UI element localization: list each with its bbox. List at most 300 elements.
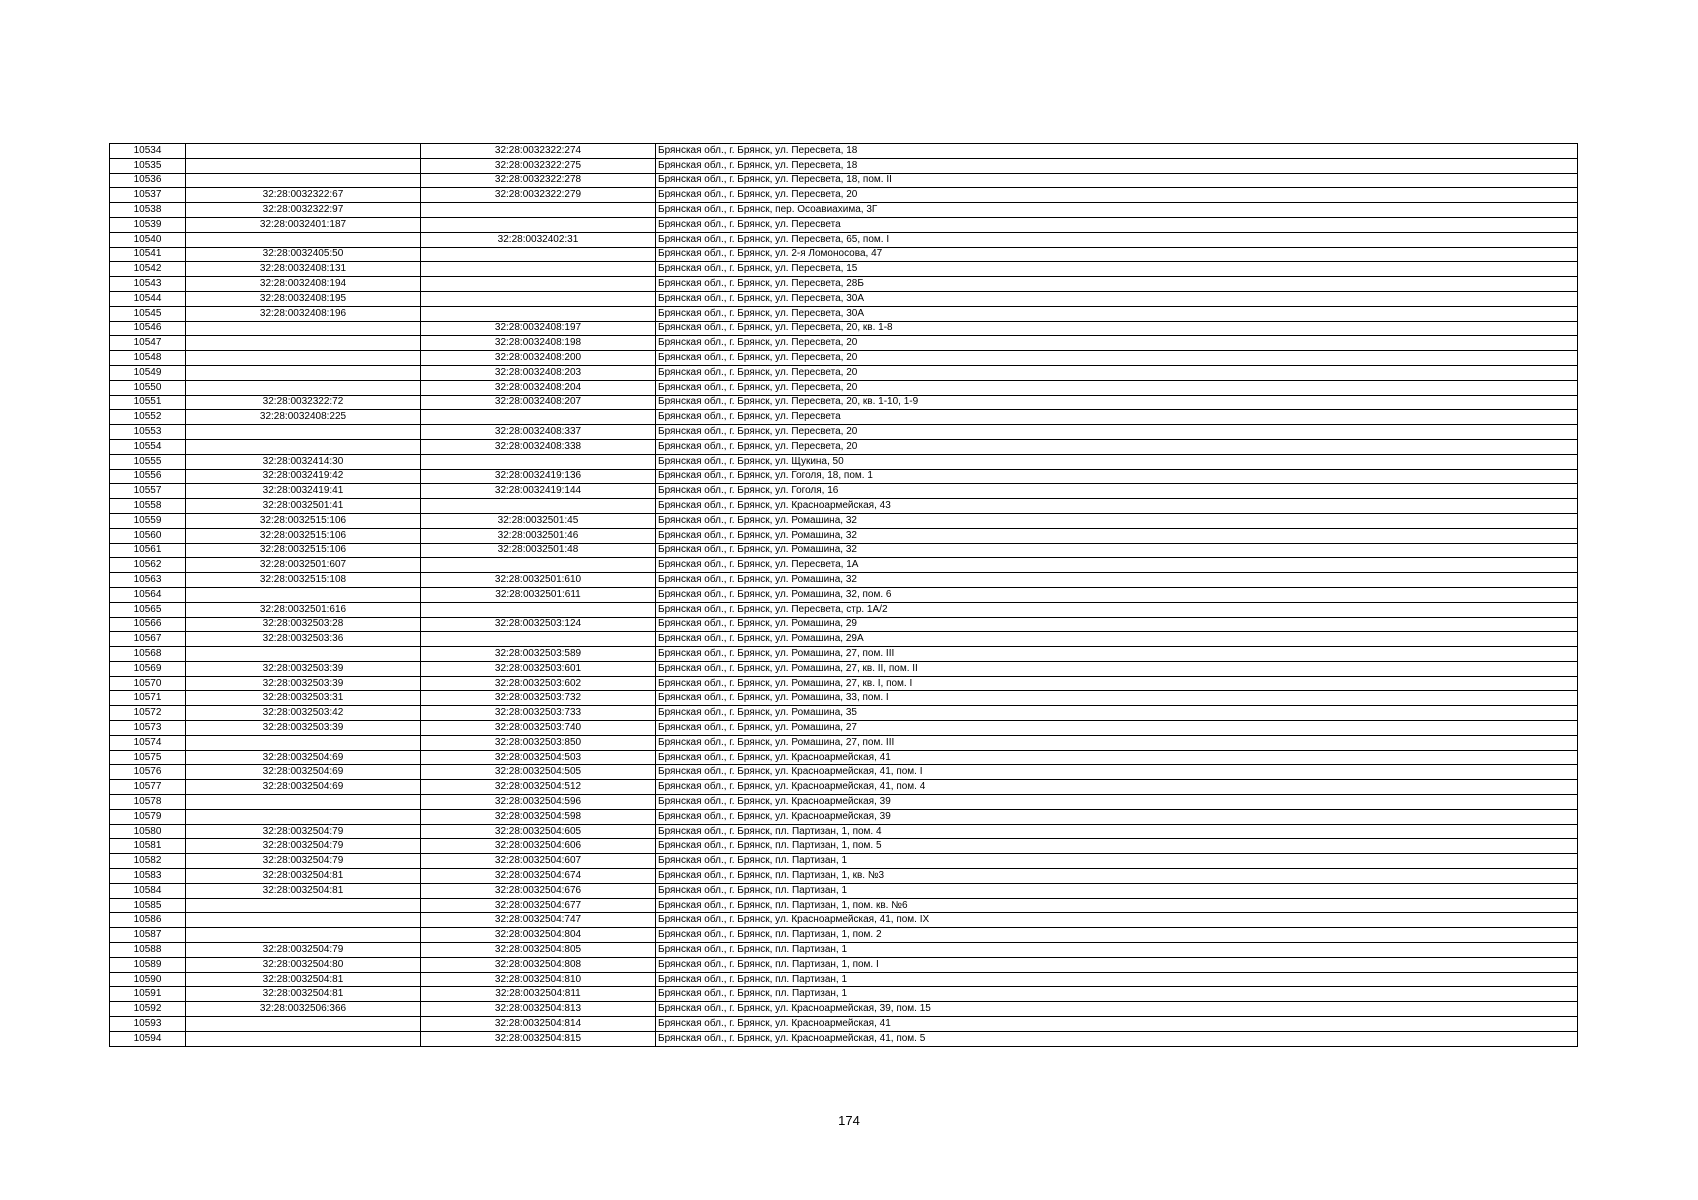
cell-row-number: 10547 (110, 336, 186, 351)
cell-row-number: 10539 (110, 217, 186, 232)
cell-land-cadastral-number: 32:28:0032504:80 (186, 957, 421, 972)
cell-object-cadastral-number: 32:28:0032501:45 (421, 513, 656, 528)
cell-land-cadastral-number: 32:28:0032504:81 (186, 883, 421, 898)
cell-row-number: 10570 (110, 676, 186, 691)
cell-row-number: 10551 (110, 395, 186, 410)
cell-address: Брянская обл., г. Брянск, пл. Партизан, 1 (656, 943, 1578, 958)
cell-row-number: 10591 (110, 987, 186, 1002)
cell-address: Брянская обл., г. Брянск, ул. Пересвета, 20 (656, 365, 1578, 380)
cell-object-cadastral-number: 32:28:0032503:740 (421, 721, 656, 736)
cell-address: Брянская обл., г. Брянск, ул. Красноармейская, 41, пом. 4 (656, 780, 1578, 795)
cell-object-cadastral-number: 32:28:0032503:850 (421, 735, 656, 750)
table-row (110, 676, 1578, 691)
cell-row-number: 10542 (110, 262, 186, 277)
cell-address: Брянская обл., г. Брянск, ул. 2-я Ломоносова, 47 (656, 247, 1578, 262)
cell-object-cadastral-number: 32:28:0032503:602 (421, 676, 656, 691)
cell-address: Брянская обл., г. Брянск, пл. Партизан, 1 (656, 987, 1578, 1002)
cell-land-cadastral-number (186, 380, 421, 395)
cell-land-cadastral-number (186, 144, 421, 159)
table-row (110, 469, 1578, 484)
table-row (110, 706, 1578, 721)
cell-land-cadastral-number: 32:28:0032504:69 (186, 780, 421, 795)
cell-land-cadastral-number: 32:28:0032504:81 (186, 869, 421, 884)
cell-object-cadastral-number (421, 602, 656, 617)
cell-land-cadastral-number (186, 365, 421, 380)
table-row (110, 765, 1578, 780)
cell-address: Брянская обл., г. Брянск, ул. Ромашина, 27, кв. I, пом. I (656, 676, 1578, 691)
cell-land-cadastral-number: 32:28:0032515:108 (186, 573, 421, 588)
table-row (110, 928, 1578, 943)
table-row (110, 691, 1578, 706)
table-row (110, 898, 1578, 913)
cell-land-cadastral-number: 32:28:0032419:41 (186, 484, 421, 499)
cell-address: Брянская обл., г. Брянск, ул. Ромашина, 27, кв. II, пом. II (656, 661, 1578, 676)
cell-row-number: 10584 (110, 883, 186, 898)
cell-row-number: 10564 (110, 587, 186, 602)
cell-row-number: 10536 (110, 173, 186, 188)
cell-row-number: 10563 (110, 573, 186, 588)
cell-address: Брянская обл., г. Брянск, ул. Ромашина, 32 (656, 528, 1578, 543)
cell-address: Брянская обл., г. Брянск, ул. Ромашина, 32 (656, 543, 1578, 558)
cell-address: Брянская обл., г. Брянск, ул. Пересвета, 20, кв. 1-10, 1-9 (656, 395, 1578, 410)
cell-object-cadastral-number (421, 277, 656, 292)
table-row (110, 395, 1578, 410)
cell-row-number: 10573 (110, 721, 186, 736)
cell-land-cadastral-number: 32:28:0032503:31 (186, 691, 421, 706)
table-row (110, 943, 1578, 958)
table-row (110, 602, 1578, 617)
cell-land-cadastral-number: 32:28:0032501:616 (186, 602, 421, 617)
table-row (110, 232, 1578, 247)
cell-land-cadastral-number: 32:28:0032414:30 (186, 454, 421, 469)
table-row (110, 957, 1578, 972)
cell-address: Брянская обл., г. Брянск, ул. Ромашина, 29 (656, 617, 1578, 632)
cell-row-number: 10535 (110, 158, 186, 173)
cell-object-cadastral-number (421, 454, 656, 469)
cell-row-number: 10560 (110, 528, 186, 543)
cell-object-cadastral-number: 32:28:0032322:274 (421, 144, 656, 159)
table-row (110, 721, 1578, 736)
cell-object-cadastral-number: 32:28:0032408:200 (421, 351, 656, 366)
cell-row-number: 10594 (110, 1031, 186, 1046)
cell-row-number: 10590 (110, 972, 186, 987)
table-row (110, 262, 1578, 277)
cell-object-cadastral-number: 32:28:0032503:732 (421, 691, 656, 706)
cell-land-cadastral-number: 32:28:0032515:106 (186, 528, 421, 543)
cell-land-cadastral-number: 32:28:0032408:131 (186, 262, 421, 277)
cell-land-cadastral-number (186, 1017, 421, 1032)
cell-object-cadastral-number: 32:28:0032504:808 (421, 957, 656, 972)
cell-address: Брянская обл., г. Брянск, ул. Красноармейская, 41, пом. IX (656, 913, 1578, 928)
cell-land-cadastral-number (186, 425, 421, 440)
cell-object-cadastral-number: 32:28:0032504:676 (421, 883, 656, 898)
table-row (110, 839, 1578, 854)
table-row (110, 854, 1578, 869)
cell-address: Брянская обл., г. Брянск, ул. Пересвета (656, 410, 1578, 425)
cell-land-cadastral-number: 32:28:0032408:195 (186, 291, 421, 306)
cell-land-cadastral-number: 32:28:0032504:69 (186, 765, 421, 780)
table-row (110, 484, 1578, 499)
cell-object-cadastral-number: 32:28:0032402:31 (421, 232, 656, 247)
cell-object-cadastral-number (421, 499, 656, 514)
cell-address: Брянская обл., г. Брянск, пл. Партизан, 1, пом. кв. №6 (656, 898, 1578, 913)
cell-land-cadastral-number: 32:28:0032408:196 (186, 306, 421, 321)
cell-land-cadastral-number (186, 321, 421, 336)
table-row (110, 188, 1578, 203)
cell-land-cadastral-number: 32:28:0032408:194 (186, 277, 421, 292)
cell-address: Брянская обл., г. Брянск, пл. Партизан, 1, пом. I (656, 957, 1578, 972)
cell-row-number: 10582 (110, 854, 186, 869)
cell-row-number: 10540 (110, 232, 186, 247)
table-row (110, 647, 1578, 662)
table-row (110, 173, 1578, 188)
cell-land-cadastral-number: 32:28:0032419:42 (186, 469, 421, 484)
table-row (110, 321, 1578, 336)
cell-object-cadastral-number: 32:28:0032503:733 (421, 706, 656, 721)
table-row (110, 439, 1578, 454)
cell-row-number: 10565 (110, 602, 186, 617)
cell-object-cadastral-number: 32:28:0032501:610 (421, 573, 656, 588)
cell-land-cadastral-number: 32:28:0032501:607 (186, 558, 421, 573)
cell-address: Брянская обл., г. Брянск, ул. Красноармейская, 39, пом. 15 (656, 1002, 1578, 1017)
table-row (110, 869, 1578, 884)
cell-object-cadastral-number: 32:28:0032504:674 (421, 869, 656, 884)
table-row (110, 735, 1578, 750)
cell-address: Брянская обл., г. Брянск, ул. Пересвета, 18, пом. II (656, 173, 1578, 188)
table-row (110, 587, 1578, 602)
cell-land-cadastral-number (186, 232, 421, 247)
cell-address: Брянская обл., г. Брянск, ул. Пересвета (656, 217, 1578, 232)
cell-land-cadastral-number: 32:28:0032401:187 (186, 217, 421, 232)
cell-object-cadastral-number: 32:28:0032504:505 (421, 765, 656, 780)
cell-row-number: 10546 (110, 321, 186, 336)
cell-row-number: 10559 (110, 513, 186, 528)
table-row (110, 144, 1578, 159)
table-row (110, 809, 1578, 824)
cell-address: Брянская обл., г. Брянск, ул. Щукина, 50 (656, 454, 1578, 469)
cell-address: Брянская обл., г. Брянск, ул. Пересвета, стр. 1А/2 (656, 602, 1578, 617)
cell-row-number: 10534 (110, 144, 186, 159)
cell-land-cadastral-number (186, 647, 421, 662)
cell-object-cadastral-number: 32:28:0032322:279 (421, 188, 656, 203)
cell-land-cadastral-number: 32:28:0032501:41 (186, 499, 421, 514)
cell-object-cadastral-number: 32:28:0032504:814 (421, 1017, 656, 1032)
cell-land-cadastral-number: 32:28:0032503:36 (186, 632, 421, 647)
cell-address: Брянская обл., г. Брянск, ул. Пересвета, 28Б (656, 277, 1578, 292)
cell-land-cadastral-number: 32:28:0032515:106 (186, 543, 421, 558)
table-row (110, 203, 1578, 218)
cell-land-cadastral-number: 32:28:0032503:28 (186, 617, 421, 632)
table-row (110, 528, 1578, 543)
table-row (110, 410, 1578, 425)
cell-address: Брянская обл., г. Брянск, ул. Пересвета, 20, кв. 1-8 (656, 321, 1578, 336)
table-row (110, 1031, 1578, 1046)
cell-address: Брянская обл., г. Брянск, ул. Ромашина, 29А (656, 632, 1578, 647)
cell-address: Брянская обл., г. Брянск, ул. Ромашина, 33, пом. I (656, 691, 1578, 706)
cell-row-number: 10587 (110, 928, 186, 943)
cell-land-cadastral-number: 32:28:0032504:69 (186, 750, 421, 765)
cell-address: Брянская обл., г. Брянск, ул. Красноармейская, 41, пом. I (656, 765, 1578, 780)
cell-address: Брянская обл., г. Брянск, пл. Партизан, 1, пом. 5 (656, 839, 1578, 854)
cell-row-number: 10579 (110, 809, 186, 824)
cell-row-number: 10555 (110, 454, 186, 469)
table-row (110, 336, 1578, 351)
table-row (110, 365, 1578, 380)
cell-row-number: 10571 (110, 691, 186, 706)
cell-address: Брянская обл., г. Брянск, ул. Ромашина, 35 (656, 706, 1578, 721)
page-number: 174 (838, 1113, 860, 1128)
cell-land-cadastral-number (186, 735, 421, 750)
cell-object-cadastral-number (421, 217, 656, 232)
cell-land-cadastral-number: 32:28:0032503:42 (186, 706, 421, 721)
cell-land-cadastral-number: 32:28:0032504:81 (186, 972, 421, 987)
table-row (110, 543, 1578, 558)
cell-row-number: 10569 (110, 661, 186, 676)
cell-land-cadastral-number: 32:28:0032515:106 (186, 513, 421, 528)
table-row (110, 306, 1578, 321)
cell-object-cadastral-number: 32:28:0032501:48 (421, 543, 656, 558)
cell-land-cadastral-number (186, 928, 421, 943)
cell-object-cadastral-number: 32:28:0032504:605 (421, 824, 656, 839)
cell-land-cadastral-number (186, 1031, 421, 1046)
cell-row-number: 10561 (110, 543, 186, 558)
cell-object-cadastral-number: 32:28:0032408:204 (421, 380, 656, 395)
table-row (110, 277, 1578, 292)
cell-object-cadastral-number (421, 306, 656, 321)
cell-row-number: 10541 (110, 247, 186, 262)
table-row (110, 499, 1578, 514)
cell-address: Брянская обл., г. Брянск, ул. Пересвета, 20 (656, 439, 1578, 454)
cell-land-cadastral-number: 32:28:0032506:366 (186, 1002, 421, 1017)
cell-row-number: 10538 (110, 203, 186, 218)
cell-object-cadastral-number: 32:28:0032504:810 (421, 972, 656, 987)
cell-address: Брянская обл., г. Брянск, ул. Красноармейская, 41 (656, 1017, 1578, 1032)
cell-row-number: 10588 (110, 943, 186, 958)
cell-object-cadastral-number: 32:28:0032408:198 (421, 336, 656, 351)
cell-row-number: 10568 (110, 647, 186, 662)
table-row (110, 972, 1578, 987)
cell-row-number: 10572 (110, 706, 186, 721)
cell-address: Брянская обл., г. Брянск, ул. Пересвета, 18 (656, 158, 1578, 173)
cell-address: Брянская обл., г. Брянск, пер. Осоавиахима, 3Г (656, 203, 1578, 218)
cell-row-number: 10589 (110, 957, 186, 972)
cell-row-number: 10543 (110, 277, 186, 292)
cell-land-cadastral-number (186, 158, 421, 173)
cell-land-cadastral-number: 32:28:0032504:79 (186, 854, 421, 869)
table-row (110, 913, 1578, 928)
cell-row-number: 10558 (110, 499, 186, 514)
cell-address: Брянская обл., г. Брянск, ул. Ромашина, 32 (656, 573, 1578, 588)
cell-object-cadastral-number (421, 262, 656, 277)
cell-land-cadastral-number (186, 898, 421, 913)
cell-row-number: 10549 (110, 365, 186, 380)
table-row (110, 291, 1578, 306)
cell-row-number: 10548 (110, 351, 186, 366)
cell-row-number: 10581 (110, 839, 186, 854)
cell-row-number: 10545 (110, 306, 186, 321)
cell-object-cadastral-number: 32:28:0032504:512 (421, 780, 656, 795)
table-row (110, 380, 1578, 395)
table-row (110, 1017, 1578, 1032)
table-row (110, 513, 1578, 528)
cell-row-number: 10585 (110, 898, 186, 913)
cell-address: Брянская обл., г. Брянск, ул. Пересвета, 1А (656, 558, 1578, 573)
cell-address: Брянская обл., г. Брянск, пл. Партизан, 1 (656, 854, 1578, 869)
cell-land-cadastral-number (186, 913, 421, 928)
cell-address: Брянская обл., г. Брянск, ул. Ромашина, 27, пом. III (656, 735, 1578, 750)
cell-land-cadastral-number (186, 351, 421, 366)
cell-address: Брянская обл., г. Брянск, ул. Ромашина, 32 (656, 513, 1578, 528)
cell-row-number: 10580 (110, 824, 186, 839)
cell-land-cadastral-number (186, 809, 421, 824)
cell-object-cadastral-number: 32:28:0032503:589 (421, 647, 656, 662)
cell-address: Брянская обл., г. Брянск, пл. Партизан, 1, кв. №3 (656, 869, 1578, 884)
cell-row-number: 10562 (110, 558, 186, 573)
cell-row-number: 10550 (110, 380, 186, 395)
table-row (110, 1002, 1578, 1017)
cell-address: Брянская обл., г. Брянск, ул. Пересвета, 20 (656, 336, 1578, 351)
table-row (110, 632, 1578, 647)
cell-address: Брянская обл., г. Брянск, ул. Ромашина, 27 (656, 721, 1578, 736)
cell-object-cadastral-number: 32:28:0032501:46 (421, 528, 656, 543)
table-row (110, 750, 1578, 765)
table-row (110, 780, 1578, 795)
cell-object-cadastral-number: 32:28:0032504:606 (421, 839, 656, 854)
cell-land-cadastral-number: 32:28:0032408:225 (186, 410, 421, 425)
cell-object-cadastral-number (421, 410, 656, 425)
cell-object-cadastral-number: 32:28:0032504:815 (421, 1031, 656, 1046)
cell-land-cadastral-number: 32:28:0032503:39 (186, 721, 421, 736)
cell-address: Брянская обл., г. Брянск, ул. Пересвета, 15 (656, 262, 1578, 277)
cell-land-cadastral-number (186, 336, 421, 351)
cell-row-number: 10593 (110, 1017, 186, 1032)
cell-address: Брянская обл., г. Брянск, пл. Партизан, 1 (656, 883, 1578, 898)
table-row (110, 824, 1578, 839)
table-row (110, 217, 1578, 232)
cell-object-cadastral-number: 32:28:0032408:337 (421, 425, 656, 440)
cell-object-cadastral-number: 32:28:0032504:747 (421, 913, 656, 928)
cell-object-cadastral-number: 32:28:0032504:598 (421, 809, 656, 824)
cell-object-cadastral-number: 32:28:0032419:136 (421, 469, 656, 484)
cell-object-cadastral-number: 32:28:0032419:144 (421, 484, 656, 499)
cell-row-number: 10576 (110, 765, 186, 780)
cell-object-cadastral-number: 32:28:0032504:503 (421, 750, 656, 765)
cell-row-number: 10552 (110, 410, 186, 425)
cell-address: Брянская обл., г. Брянск, ул. Пересвета, 65, пом. I (656, 232, 1578, 247)
cell-address: Брянская обл., г. Брянск, пл. Партизан, 1, пом. 4 (656, 824, 1578, 839)
cell-object-cadastral-number: 32:28:0032408:197 (421, 321, 656, 336)
cell-land-cadastral-number: 32:28:0032405:50 (186, 247, 421, 262)
cell-object-cadastral-number: 32:28:0032408:203 (421, 365, 656, 380)
cell-land-cadastral-number: 32:28:0032503:39 (186, 661, 421, 676)
cell-address: Брянская обл., г. Брянск, ул. Гоголя, 16 (656, 484, 1578, 499)
cell-land-cadastral-number: 32:28:0032503:39 (186, 676, 421, 691)
cell-row-number: 10586 (110, 913, 186, 928)
cell-address: Брянская обл., г. Брянск, ул. Пересвета, 20 (656, 380, 1578, 395)
cell-land-cadastral-number: 32:28:0032504:81 (186, 987, 421, 1002)
table-row (110, 558, 1578, 573)
cell-land-cadastral-number: 32:28:0032322:67 (186, 188, 421, 203)
table-row (110, 617, 1578, 632)
cell-object-cadastral-number (421, 291, 656, 306)
cell-object-cadastral-number: 32:28:0032503:601 (421, 661, 656, 676)
cell-address: Брянская обл., г. Брянск, пл. Партизан, 1 (656, 972, 1578, 987)
cell-land-cadastral-number (186, 173, 421, 188)
cell-row-number: 10567 (110, 632, 186, 647)
cell-land-cadastral-number (186, 795, 421, 810)
table-row (110, 883, 1578, 898)
cell-object-cadastral-number (421, 632, 656, 647)
cell-object-cadastral-number (421, 558, 656, 573)
cell-address: Брянская обл., г. Брянск, ул. Красноармейская, 43 (656, 499, 1578, 514)
cell-address: Брянская обл., г. Брянск, ул. Ромашина, 32, пом. 6 (656, 587, 1578, 602)
cell-row-number: 10578 (110, 795, 186, 810)
cell-object-cadastral-number: 32:28:0032504:811 (421, 987, 656, 1002)
cell-address: Брянская обл., г. Брянск, ул. Красноармейская, 41 (656, 750, 1578, 765)
cell-object-cadastral-number: 32:28:0032504:813 (421, 1002, 656, 1017)
cell-row-number: 10575 (110, 750, 186, 765)
cell-object-cadastral-number: 32:28:0032322:278 (421, 173, 656, 188)
cell-row-number: 10557 (110, 484, 186, 499)
cell-row-number: 10574 (110, 735, 186, 750)
cell-address: Брянская обл., г. Брянск, ул. Ромашина, 27, пом. III (656, 647, 1578, 662)
cell-object-cadastral-number (421, 247, 656, 262)
cell-address: Брянская обл., г. Брянск, ул. Пересвета, 30А (656, 306, 1578, 321)
cell-address: Брянская обл., г. Брянск, ул. Гоголя, 18, пом. 1 (656, 469, 1578, 484)
table-row (110, 573, 1578, 588)
cell-address: Брянская обл., г. Брянск, ул. Пересвета, 20 (656, 425, 1578, 440)
cell-object-cadastral-number: 32:28:0032503:124 (421, 617, 656, 632)
table-row (110, 247, 1578, 262)
cell-object-cadastral-number: 32:28:0032504:607 (421, 854, 656, 869)
cell-object-cadastral-number: 32:28:0032504:805 (421, 943, 656, 958)
table-row (110, 661, 1578, 676)
cell-address: Брянская обл., г. Брянск, ул. Красноармейская, 39 (656, 809, 1578, 824)
cell-land-cadastral-number: 32:28:0032504:79 (186, 943, 421, 958)
cell-address: Брянская обл., г. Брянск, ул. Пересвета, 30А (656, 291, 1578, 306)
cell-address: Брянская обл., г. Брянск, ул. Красноармейская, 39 (656, 795, 1578, 810)
cell-row-number: 10577 (110, 780, 186, 795)
cell-address: Брянская обл., г. Брянск, ул. Пересвета, 20 (656, 351, 1578, 366)
table-row (110, 158, 1578, 173)
cell-object-cadastral-number: 32:28:0032504:804 (421, 928, 656, 943)
cell-object-cadastral-number: 32:28:0032322:275 (421, 158, 656, 173)
cell-row-number: 10583 (110, 869, 186, 884)
cell-row-number: 10553 (110, 425, 186, 440)
registry-table-body (110, 144, 1578, 1047)
cell-row-number: 10544 (110, 291, 186, 306)
cell-land-cadastral-number (186, 587, 421, 602)
cell-land-cadastral-number: 32:28:0032322:72 (186, 395, 421, 410)
cell-address: Брянская обл., г. Брянск, ул. Пересвета, 18 (656, 144, 1578, 159)
table-row (110, 351, 1578, 366)
cell-land-cadastral-number: 32:28:0032504:79 (186, 824, 421, 839)
cell-row-number: 10556 (110, 469, 186, 484)
cell-land-cadastral-number: 32:28:0032504:79 (186, 839, 421, 854)
cell-land-cadastral-number (186, 439, 421, 454)
cell-row-number: 10537 (110, 188, 186, 203)
cell-object-cadastral-number: 32:28:0032408:338 (421, 439, 656, 454)
table-row (110, 987, 1578, 1002)
cell-address: Брянская обл., г. Брянск, ул. Красноармейская, 41, пом. 5 (656, 1031, 1578, 1046)
cell-address: Брянская обл., г. Брянск, пл. Партизан, 1, пом. 2 (656, 928, 1578, 943)
registry-table (109, 143, 1578, 1047)
cell-row-number: 10566 (110, 617, 186, 632)
table-row (110, 795, 1578, 810)
table-row (110, 425, 1578, 440)
cell-object-cadastral-number: 32:28:0032504:677 (421, 898, 656, 913)
cell-land-cadastral-number: 32:28:0032322:97 (186, 203, 421, 218)
